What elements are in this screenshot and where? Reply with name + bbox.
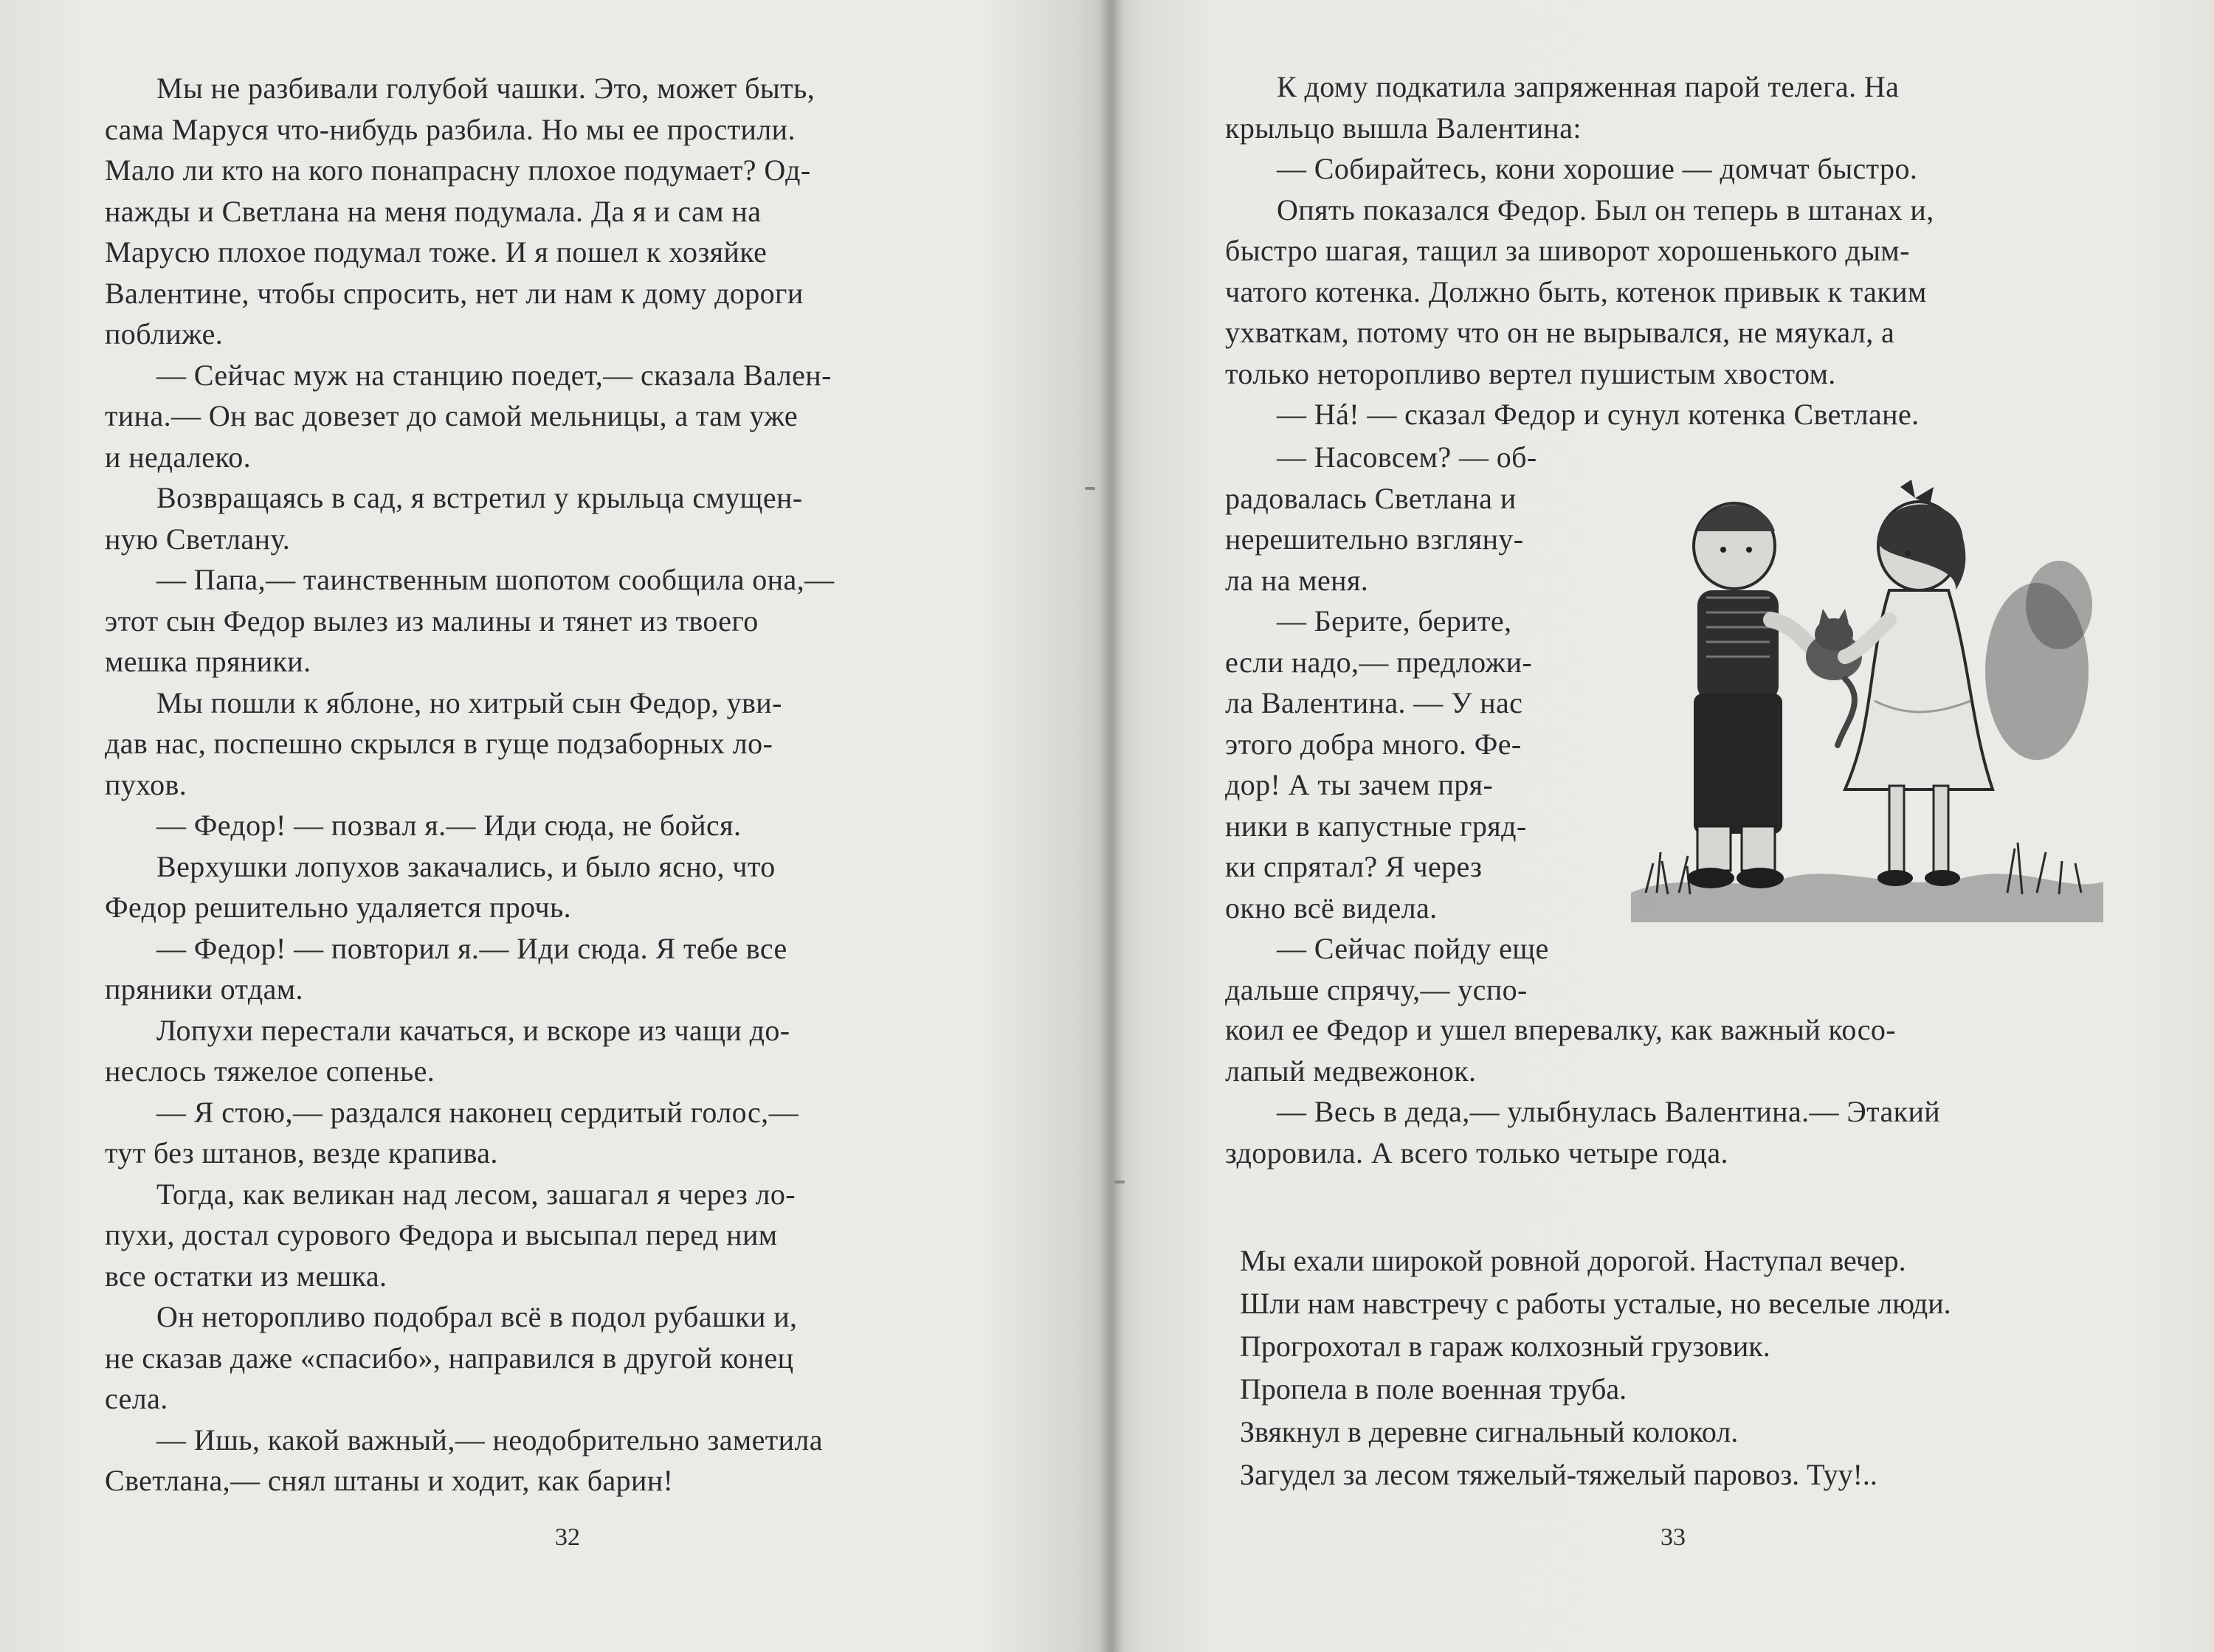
text-line: радовалась Светлана и (1225, 481, 1517, 515)
text-line: — Собирайтесь, кони хорошие — домчат быстро. (1277, 152, 1918, 185)
text-line: здоровила. А всего только четыре года. (1225, 1136, 1728, 1169)
text-line: Марусю плохое подумал тоже. И я пошел к хозяйке (105, 235, 768, 269)
right-page-closing-lines (1240, 1240, 2111, 1496)
kitten-figure (1806, 609, 1862, 745)
text-line: ники в капустные гряд- (1225, 809, 1527, 843)
right-page-number: 33 (1660, 1524, 1686, 1551)
text-line: поближе. (105, 317, 224, 350)
left-page-number: 32 (555, 1524, 580, 1551)
text-line: Мало ли кто на кого понапрасну плохое подумает? Од- (105, 153, 811, 187)
text-line: быстро шагая, тащил за шиворот хорошенького дым- (1225, 234, 1910, 267)
text-line: Светлана,— снял штаны и ходит, как барин! (105, 1464, 674, 1497)
text-line: — Нá! — сказал Федор и сунул котенка Светлане. (1277, 398, 1920, 431)
text-line: чатого котенка. Должно быть, котенок привык к таким (1225, 274, 1927, 308)
text-line: и недалеко. (105, 440, 252, 474)
closing-line: Загудел за лесом тяжелый-тяжелый паровоз. Туу!.. (1240, 1458, 1877, 1491)
book-gutter (1098, 0, 1123, 1652)
text-line: ухваткам, потому что он не вырывался, не мяукал, а (1225, 316, 1895, 349)
text-line: Опять показался Федор. Был он теперь в штанах и, (1277, 193, 1934, 227)
text-line: Возвращаясь в сад, я встретил у крыльца смущен- (156, 481, 803, 514)
text-line: Тогда, как великан над лесом, зашагал я через ло- (156, 1177, 796, 1211)
text-line: этого добра много. Фе- (1225, 727, 1522, 761)
text-line: крыльцо вышла Валентина: (1225, 111, 1582, 145)
text-line: пухи, достал сурового Федора и высыпал перед ним (105, 1218, 778, 1251)
text-line: Валентине, чтобы спросить, нет ли нам к дому дороги (105, 276, 804, 310)
boy-figure (1687, 503, 1823, 888)
text-line: если надо,— предложи- (1225, 645, 1533, 679)
text-line: нерешительно взгляну- (1225, 522, 1524, 556)
text-line: — Сейчас муж на станцию поедет,— сказала Вален- (156, 358, 832, 392)
text-line: лапый медвежонок. (1225, 1054, 1477, 1088)
text-line: — Берите, берите, (1277, 604, 1512, 637)
text-line: неслось тяжелое сопенье. (105, 1054, 435, 1088)
text-line: дор! А ты зачем пря- (1225, 768, 1494, 801)
text-line: Федор решительно удаляется прочь. (105, 891, 572, 924)
text-line: — Насовсем? — об- (1277, 440, 1537, 474)
text-line: К дому подкатила запряженная парой телега. На (1277, 70, 1900, 103)
text-line: пухов. (105, 767, 187, 801)
text-line: — Федор! — позвал я.— Иди сюда, не бойся. (156, 809, 742, 842)
text-line: Верхушки лопухов закачались, и было ясно, что (156, 849, 776, 883)
text-line: дав нас, поспешно скрылся в гуще подзаборных ло- (105, 727, 773, 760)
left-page-text (105, 68, 1001, 1501)
closing-line: Звякнул в деревне сигнальный колокол. (1240, 1415, 1739, 1448)
text-line: дальше спрячу,— успо- (1225, 972, 1528, 1006)
text-line: сама Маруся что-нибудь разбила. Но мы ее простили. (105, 112, 796, 146)
text-line: мешка пряники. (105, 645, 311, 678)
text-line: Он неторопливо подобрал всё в подол рубашки и, (156, 1300, 798, 1333)
text-line: села. (105, 1382, 168, 1415)
text-line: Лопухи перестали качаться, и вскоре из чащи до- (156, 1013, 790, 1047)
text-line: — Ишь, какой важный,— неодобрительно заметила (156, 1423, 823, 1456)
text-line: ки спрятал? Я через (1225, 850, 1483, 883)
text-line: Мы не разбивали голубой чашки. Это, может быть, (156, 72, 815, 105)
staple-mark-bottom (1114, 1181, 1125, 1183)
text-line: все остатки из мешка. (105, 1259, 387, 1293)
text-line: — Я стою,— раздался наконец сердитый голос,— (156, 1095, 799, 1129)
text-line: коил ее Федор и ушел вперевалку, как важный косо- (1225, 1013, 1896, 1046)
text-line: Мы пошли к яблоне, но хитрый сын Федор, уви- (156, 685, 782, 719)
boy-and-girl-with-kitten-illustration (1624, 480, 2111, 937)
text-line: ла Валентина. — У нас (1225, 686, 1523, 719)
text-line: — Федор! — повторил я.— Иди сюда. Я тебе все (156, 931, 787, 965)
closing-line: Пропела в поле военная труба. (1240, 1372, 1627, 1406)
text-line: тут без штанов, везде крапива. (105, 1136, 498, 1169)
staple-mark-top (1085, 487, 1095, 490)
text-line: только неторопливо вертел пушистым хвостом. (1225, 356, 1836, 390)
right-page-top-text (1225, 66, 2103, 435)
right-page-wrapped-text (1225, 437, 1609, 1010)
text-line: — Весь в деда,— улыбнулась Валентина.— Этакий (1277, 1095, 1941, 1128)
closing-line: Прогрохотал в гараж колхозный грузовик. (1240, 1330, 1770, 1363)
closing-line: Шли нам навстречу с работы усталые, но веселые люди. (1240, 1287, 1951, 1320)
girl-figure (1845, 480, 1993, 886)
text-line: тина.— Он вас довезет до самой мельницы, а там уже (105, 399, 799, 432)
text-line: окно всё видела. (1225, 891, 1438, 925)
closing-line: Мы ехали широкой ровной дорогой. Наступал вечер. (1240, 1244, 1906, 1277)
text-line: пряники отдам. (105, 972, 303, 1006)
text-line: — Папа,— таинственным шопотом сообщила она,— (156, 563, 835, 596)
text-line: нажды и Светлана на меня подумала. Да я и сам на (105, 194, 762, 228)
text-line: ла на меня. (1225, 563, 1369, 597)
text-line: не сказав даже «спасибо», направился в другой конец (105, 1341, 794, 1375)
text-line: — Сейчас пойду еще (1277, 932, 1549, 965)
text-line: ную Светлану. (105, 522, 291, 556)
right-page-after-text (1225, 1009, 2103, 1173)
text-line: этот сын Федор вылез из малины и тянет из твоего (105, 604, 759, 637)
